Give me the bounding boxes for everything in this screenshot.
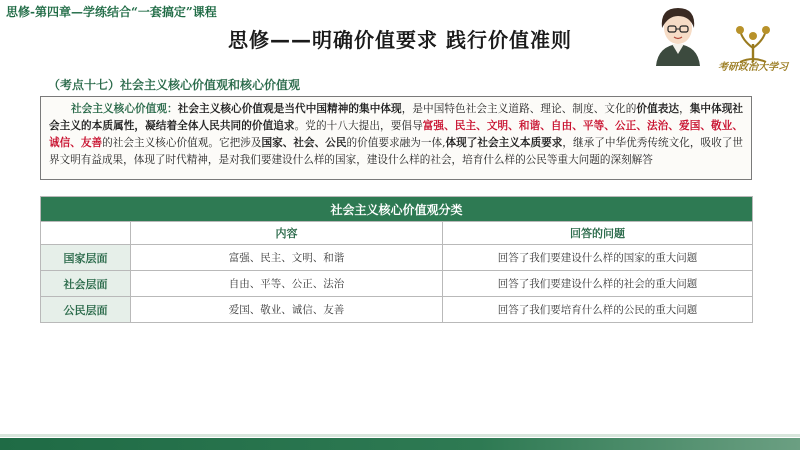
values-table [40, 196, 753, 323]
row-question: 回答了我们要建设什么样的国家的重大问题 [443, 245, 753, 271]
row-level: 社会层面 [41, 271, 131, 297]
col-header-content: 内容 [131, 222, 443, 245]
definition-box: 社会主义核心价值观：社会主义核心价值观是当代中国精神的集中体现，是中国特色社会主义道路、理论、制度、文化的价值表达，集中体现社会主义的本质属性，凝结着全体人民共同的价值追求。党的十八大提出，要倡导富强、民主、文明、和谐、自由、平等、公正、法治、爱国、敬业、诚信、友善的社会主义核心价值观。它把涉及国家、社会、公民的价值要求融为一体,体现了社会主义本质要求，继承了中华优秀传统文化，吸收了世界文明有益成果，体现了时代精神，是对我们要建设什么样的国家，建设什么样的社会，培育什么样的公民等重大问题的深刻解答 [40, 96, 752, 180]
row-content: 爱国、敬业、诚信、友善 [131, 297, 443, 323]
row-level: 公民层面 [41, 297, 131, 323]
row-level: 国家层面 [41, 245, 131, 271]
row-question: 回答了我们要建设什么样的社会的重大问题 [443, 271, 753, 297]
bottom-stripe [0, 434, 800, 437]
logo-text: 考研政治大学习 [718, 62, 788, 73]
core-values-list: 富强、民主、文明、和谐、自由、平等、公正、法治、爱国、敬业、诚信、友善 [49, 120, 744, 149]
definition-lead: 社会主义核心价值观： [71, 103, 178, 115]
table-row [41, 297, 753, 323]
row-question: 回答了我们要培育什么样的公民的重大问题 [443, 297, 753, 323]
col-header-question: 回答的问题 [443, 222, 753, 245]
table-row [41, 271, 753, 297]
row-content: 自由、平等、公正、法治 [131, 271, 443, 297]
page-title: 思修——明确价值要求 践行价值准则 [228, 28, 572, 52]
col-header-empty [41, 222, 131, 245]
avatar [650, 2, 706, 66]
bottom-bar [0, 438, 800, 450]
row-content: 富强、民主、文明、和谐 [131, 245, 443, 271]
table-row [41, 245, 753, 271]
section-heading: （考点十七）社会主义核心价值观和核心价值观 [48, 78, 301, 92]
course-label: 思修-第四章—学练结合“一套搞定”课程 [6, 5, 217, 19]
table-title: 社会主义核心价值观分类 [41, 197, 753, 222]
